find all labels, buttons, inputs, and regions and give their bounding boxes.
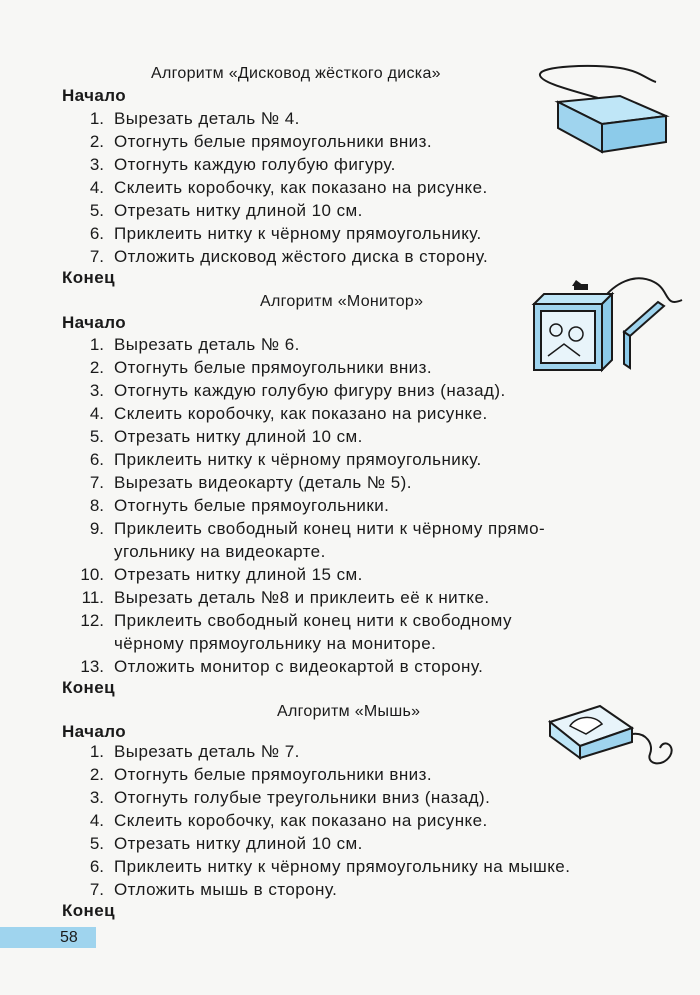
section-end-mouse: Конец — [62, 901, 115, 920]
section-start-mouse: Начало — [62, 722, 126, 741]
section-start-hdd: Начало — [62, 86, 126, 105]
step-text: Приклеить нитку к чёрному прямоугольнику. — [114, 450, 482, 469]
step-text: Приклеить свободный конец нити к чёрному прямо- — [114, 519, 546, 538]
page-number-bar — [0, 927, 96, 948]
step-text: Вырезать деталь № 7. — [114, 742, 300, 761]
step-number: 3. — [89, 155, 104, 174]
step-text: Вырезать деталь №8 и приклеить её к нитке. — [114, 588, 490, 607]
step-text: Отложить мышь в сторону. — [114, 880, 338, 899]
step-number: 5. — [89, 427, 104, 446]
step-number: 3. — [89, 788, 104, 807]
step-text: Склеить коробочку, как показано на рисунке. — [114, 811, 488, 830]
step-number: 7. — [89, 247, 104, 266]
mouse-illustration — [536, 694, 686, 784]
page-number: 58 — [60, 929, 78, 946]
step-number: 1. — [89, 335, 104, 354]
step-text: Отогнуть белые прямоугольники. — [114, 496, 390, 515]
step-number: 5. — [89, 201, 104, 220]
section-end-monitor: Конец — [62, 678, 115, 697]
step-number: 8. — [89, 496, 104, 515]
step-text: Вырезать видеокарту (деталь № 5). — [114, 473, 412, 492]
section-end-hdd: Конец — [62, 268, 115, 287]
step-text: Отогнуть каждую голубую фигуру. — [114, 155, 396, 174]
step-number: 2. — [89, 132, 104, 151]
step-number: 7. — [89, 473, 104, 492]
step-text: Приклеить нитку к чёрному прямоугольнику на мышке. — [114, 857, 571, 876]
hard-drive-illustration — [530, 60, 690, 160]
step-text: Отогнуть белые прямоугольники вниз. — [114, 358, 433, 377]
step-text: Отрезать нитку длиной 10 см. — [114, 201, 363, 220]
step-number: 4. — [89, 178, 104, 197]
section-start-monitor: Начало — [62, 313, 126, 332]
section-title-mouse: Алгоритм «Мышь» — [277, 703, 421, 720]
step-number: 3. — [89, 381, 104, 400]
step-number: 7. — [89, 880, 104, 899]
step-number: 1. — [89, 109, 104, 128]
step-number: 4. — [89, 404, 104, 423]
step-number: 10. — [80, 565, 104, 584]
step-number: 5. — [89, 834, 104, 853]
section-title-hdd: Алгоритм «Дисковод жёсткого диска» — [151, 65, 441, 82]
step-number: 6. — [89, 857, 104, 876]
step-text: Приклеить нитку к чёрному прямоугольнику. — [114, 224, 482, 243]
step-number: 4. — [89, 811, 104, 830]
step-number: 12. — [80, 611, 104, 630]
step-text: Отложить монитор с видеокартой в сторону. — [114, 657, 484, 676]
step-number: 2. — [89, 765, 104, 784]
section-title-monitor: Алгоритм «Монитор» — [260, 293, 424, 310]
step-number: 1. — [89, 742, 104, 761]
step-number: 11. — [81, 588, 104, 607]
step-text: Склеить коробочку, как показано на рисунке. — [114, 404, 488, 423]
step-text: Вырезать деталь № 6. — [114, 335, 300, 354]
step-number: 9. — [89, 519, 104, 538]
step-text: Отогнуть каждую голубую фигуру вниз (назад). — [114, 381, 506, 400]
step-text: Отрезать нитку длиной 15 см. — [114, 565, 363, 584]
step-text: Отогнуть белые прямоугольники вниз. — [114, 765, 433, 784]
step-text-continued: чёрному прямоугольнику на мониторе. — [114, 634, 437, 653]
step-text: Отогнуть белые прямоугольники вниз. — [114, 132, 433, 151]
step-text: Склеить коробочку, как показано на рисунке. — [114, 178, 488, 197]
step-text-continued: угольнику на видеокарте. — [114, 542, 326, 561]
step-text: Отрезать нитку длиной 10 см. — [114, 834, 363, 853]
step-text: Вырезать деталь № 4. — [114, 109, 300, 128]
monitor-illustration — [524, 276, 694, 376]
step-number: 6. — [89, 224, 104, 243]
step-number: 13. — [80, 657, 104, 676]
step-text: Приклеить свободный конец нити к свободному — [114, 611, 512, 630]
step-text: Отогнуть голубые треугольники вниз (назад). — [114, 788, 491, 807]
step-number: 6. — [89, 450, 104, 469]
step-text: Отрезать нитку длиной 10 см. — [114, 427, 363, 446]
step-text: Отложить дисковод жёстого диска в сторону. — [114, 247, 489, 266]
step-number: 2. — [89, 358, 104, 377]
